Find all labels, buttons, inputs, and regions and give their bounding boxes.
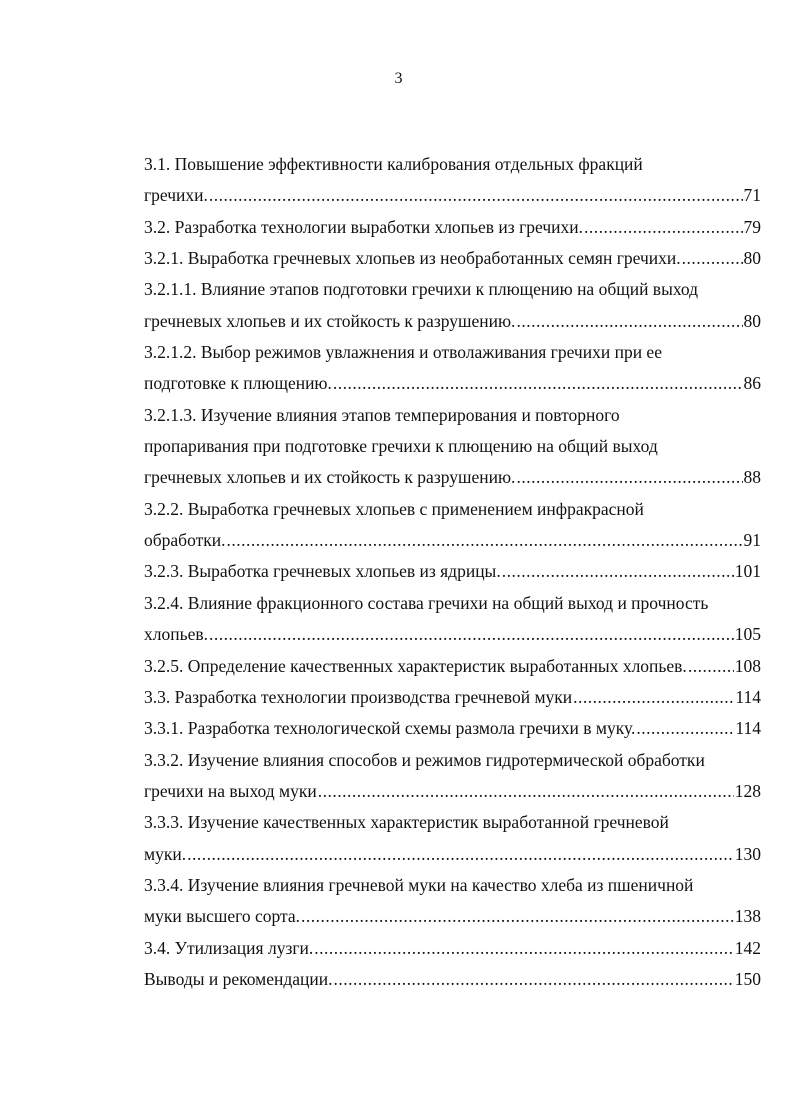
toc-entry-last-line <box>144 368 761 399</box>
dot-leader <box>226 525 742 556</box>
toc-entry-text: 3.2.1. Выработка гречневых хлопьев из необработанных семян гречихи. <box>144 248 681 269</box>
toc-entry-text: обработки. <box>144 530 226 551</box>
toc-page-number: 142 <box>734 937 761 958</box>
toc-page-number: 128 <box>734 780 761 801</box>
toc-page-number: 88 <box>743 467 761 488</box>
toc-page-number: 138 <box>734 906 761 927</box>
toc-entry-text: муки. <box>144 843 187 864</box>
toc-entry-text: 3.3.2. Изучение влияния способов и режимов гидротермической обработки <box>144 749 705 770</box>
toc-entry[interactable] <box>144 337 761 400</box>
toc-entry-last-line <box>144 462 761 493</box>
toc-entry-text: 3.2.1.1. Влияние этапов подготовки гречихи к плющению на общий выход <box>144 279 699 300</box>
toc-entry-text: 3.3.1. Разработка технологической схемы размола гречихи в муку. <box>144 718 636 739</box>
toc-entry-text: 3.3.3. Изучение качественных характеристик выработанной гречневой <box>144 812 669 833</box>
toc-entry[interactable] <box>144 400 761 494</box>
toc-page-number: 91 <box>743 530 761 551</box>
table-of-contents <box>144 149 761 995</box>
toc-entry[interactable] <box>144 212 761 243</box>
toc-entry-last-line <box>144 682 761 713</box>
toc-entry[interactable] <box>144 713 761 744</box>
toc-page-number: 105 <box>734 624 761 645</box>
toc-entry-text: гречневых хлопьев и их стойкость к разрушению. <box>144 467 516 488</box>
toc-entry-last-line <box>144 243 761 274</box>
toc-page-number: 108 <box>734 655 761 676</box>
toc-page-number: 86 <box>743 373 761 394</box>
toc-entry-last-line <box>144 619 761 650</box>
dot-leader <box>573 682 734 713</box>
toc-entry-last-line <box>144 306 761 337</box>
dot-leader <box>301 901 734 932</box>
toc-entry-last-line <box>144 525 761 556</box>
toc-entry-text: хлопьев. <box>144 624 208 645</box>
toc-page-number: 130 <box>734 843 761 864</box>
toc-entry-last-line <box>144 839 761 870</box>
page-number: 3 <box>394 70 403 87</box>
toc-page-number: 101 <box>734 561 761 582</box>
toc-entry-last-line <box>144 651 761 682</box>
toc-entry-last-line <box>144 556 761 587</box>
toc-entry[interactable] <box>144 494 761 557</box>
toc-entry[interactable] <box>144 243 761 274</box>
toc-entry[interactable] <box>144 274 761 337</box>
toc-page-number: 150 <box>734 968 761 989</box>
toc-entry-text: 3.4. Утилизация лузги. <box>144 937 314 958</box>
toc-entry-last-line <box>144 933 761 964</box>
toc-entry-last-line <box>144 713 761 744</box>
toc-entry-text: 3.3.4. Изучение влияния гречневой муки на качество хлеба из пшеничной <box>144 874 694 895</box>
toc-entry[interactable] <box>144 682 761 713</box>
toc-entry-text: гречихи на выход муки <box>144 780 317 801</box>
toc-entry-text: 3.3. Разработка технологии производства гречневой муки <box>144 686 573 707</box>
toc-page-number: 114 <box>735 686 761 707</box>
dot-leader <box>333 368 743 399</box>
toc-entry-last-line <box>144 776 761 807</box>
toc-entry-text: 3.2.5. Определение качественных характеристик выработанных хлопьев. <box>144 655 687 676</box>
toc-entry-last-line <box>144 212 761 243</box>
dot-leader <box>314 933 733 964</box>
toc-entry-text: подготовке к плющению. <box>144 373 332 394</box>
dot-leader <box>584 212 743 243</box>
toc-entry-text: 3.1. Повышение эффективности калибрования отдельных фракций <box>144 154 643 174</box>
toc-page-number: 79 <box>743 216 761 237</box>
toc-entry[interactable] <box>144 588 761 651</box>
toc-entry-text: гречихи. <box>144 185 208 206</box>
toc-entry-text: 3.2.1.3. Изучение влияния этапов темперирования и повторного <box>144 404 620 425</box>
toc-entry-text: муки высшего сорта. <box>144 906 301 927</box>
toc-entry[interactable] <box>144 807 761 870</box>
toc-entry[interactable] <box>144 933 761 964</box>
toc-entry-text: 3.2.1.2. Выбор режимов увлажнения и отволаживания гречихи при ее <box>144 342 662 363</box>
dot-leader <box>682 243 743 274</box>
toc-entry-last-line <box>144 964 761 995</box>
toc-entry-text: 3.2. Разработка технологии выработки хлопьев из гречихи. <box>144 216 583 237</box>
toc-entry-text: 3.2.3. Выработка гречневых хлопьев из ядрицы. <box>144 561 501 582</box>
dot-leader <box>187 839 734 870</box>
dot-leader <box>209 180 743 211</box>
dot-leader <box>334 964 734 995</box>
toc-entry-last-line <box>144 901 761 932</box>
toc-entry-text: Выводы и рекомендации. <box>144 968 333 989</box>
toc-entry-text: гречневых хлопьев и их стойкость к разрушению. <box>144 310 516 331</box>
dot-leader <box>636 713 734 744</box>
toc-page-number: 80 <box>743 310 761 331</box>
dot-leader <box>516 462 742 493</box>
toc-entry[interactable] <box>144 870 761 933</box>
toc-entry[interactable] <box>144 964 761 995</box>
toc-entry[interactable] <box>144 745 761 808</box>
toc-entry-last-line <box>144 180 761 211</box>
toc-entry[interactable] <box>144 556 761 587</box>
toc-entry-text: 3.2.2. Выработка гречневых хлопьев с применением инфракрасной <box>144 498 644 519</box>
toc-entry[interactable] <box>144 651 761 682</box>
dot-leader <box>502 556 734 587</box>
toc-entry-text: пропаривания при подготовке гречихи к плющению на общий выход <box>144 436 658 457</box>
dot-leader <box>516 306 742 337</box>
toc-entry-text: 3.2.4. Влияние фракционного состава гречихи на общий выход и прочность <box>144 592 709 613</box>
dot-leader <box>209 619 734 650</box>
dot-leader <box>688 651 734 682</box>
toc-entry[interactable] <box>144 149 761 212</box>
toc-page-number: 80 <box>743 248 761 269</box>
toc-page-number: 114 <box>735 718 761 739</box>
dot-leader <box>318 776 734 807</box>
toc-page-number: 71 <box>743 185 761 206</box>
